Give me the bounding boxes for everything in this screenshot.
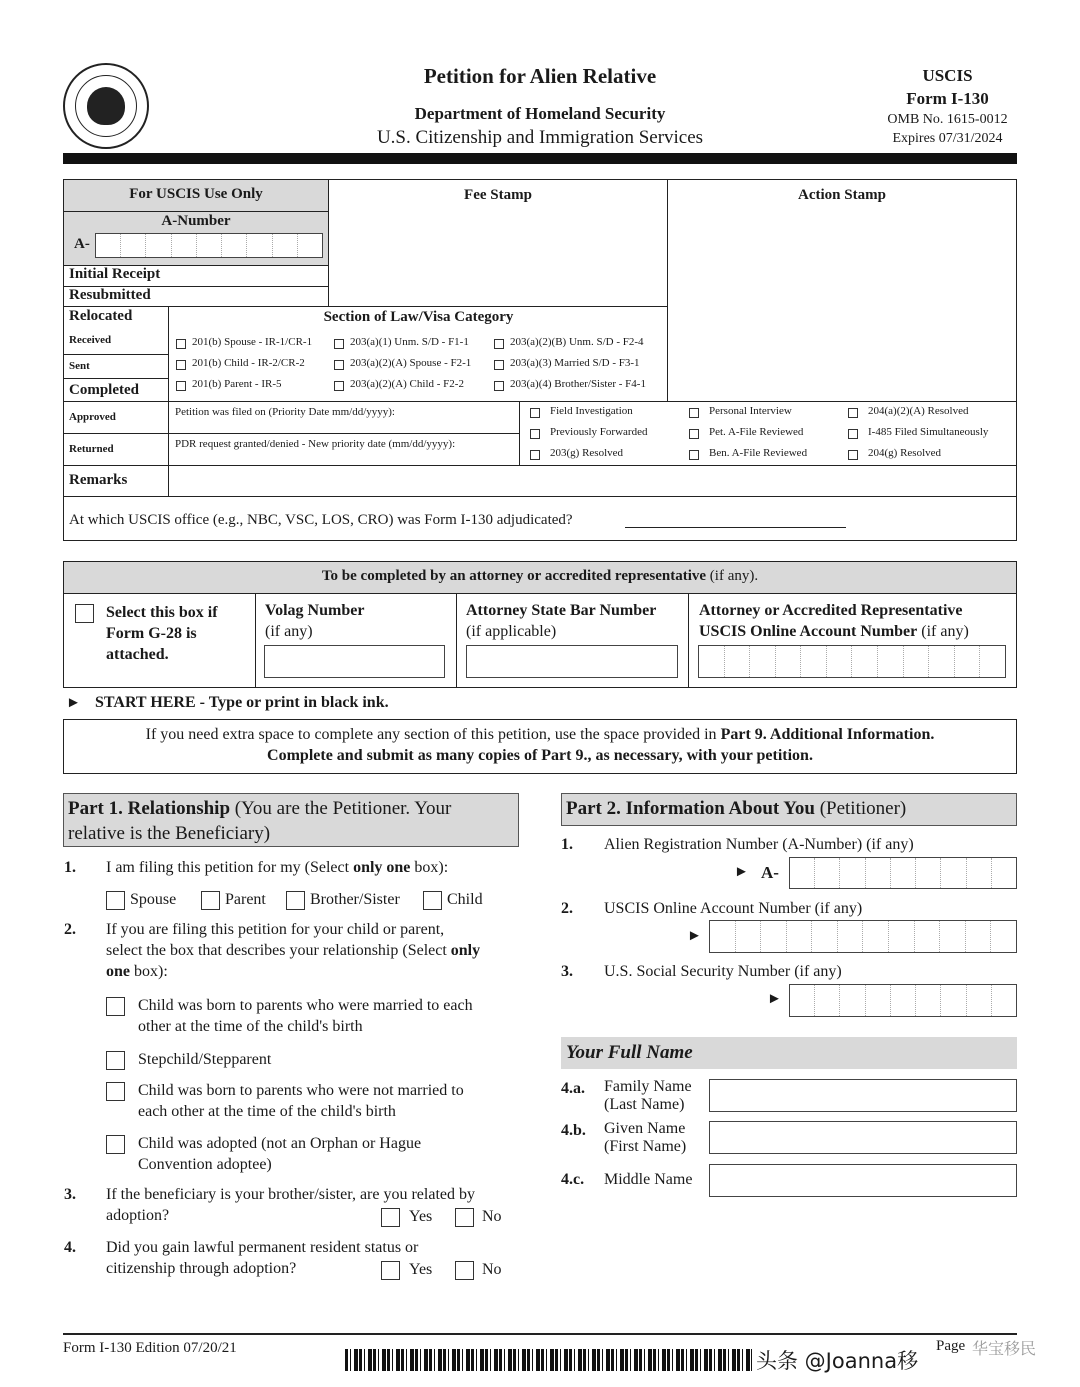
review-item: I-485 Filed Simultaneously bbox=[868, 426, 989, 438]
review-checkbox[interactable] bbox=[848, 429, 858, 439]
remarks-label: Remarks bbox=[69, 472, 128, 488]
agency-name: U.S. Citizenship and Immigration Services bbox=[376, 127, 704, 148]
review-checkbox[interactable] bbox=[530, 450, 540, 460]
q4-yes-checkbox[interactable] bbox=[381, 1261, 400, 1280]
sent-label: Sent bbox=[69, 360, 90, 372]
visa-category: 203(a)(2)(B) Unm. S/D - F2-4 bbox=[510, 336, 644, 348]
a-number-input[interactable] bbox=[789, 857, 1017, 889]
review-checkbox[interactable] bbox=[530, 408, 540, 418]
part1-q2-line3: one box): bbox=[106, 963, 168, 980]
relocated-label: Relocated bbox=[69, 308, 133, 324]
pdr-request-label: PDR request granted/denied - New priority date (mm/dd/yyyy): bbox=[175, 438, 456, 450]
visa-category: 201(b) Parent - IR-5 bbox=[192, 378, 282, 390]
visa-category: 203(a)(2)(A) Spouse - F2-1 bbox=[350, 357, 472, 369]
child-checkbox[interactable] bbox=[423, 891, 442, 910]
part2-title: Part 2. Information About You (Petitioner) bbox=[566, 798, 907, 819]
fee-stamp-label: Fee Stamp bbox=[464, 187, 532, 203]
visa-category: 203(a)(1) Unm. S/D - F1-1 bbox=[350, 336, 469, 348]
adjudicated-question: At which USCIS office (e.g., NBC, VSC, LOS, CRO) was Form I-130 adjudicated? bbox=[69, 512, 573, 528]
notice-line-2: Complete and submit as many copies of Part 9., as necessary, with your petition. bbox=[267, 747, 813, 764]
volag-label: Volag Number bbox=[265, 602, 365, 619]
review-item: Personal Interview bbox=[709, 405, 792, 417]
g28-label: Select this box if Form G-28 is attached. bbox=[106, 604, 218, 663]
review-item: 204(g) Resolved bbox=[868, 447, 942, 459]
parent-checkbox[interactable] bbox=[201, 891, 220, 910]
action-stamp-label: Action Stamp bbox=[798, 187, 886, 203]
adopted-label: Child was adopted (not an Orphan or Hague Convention adoptee) bbox=[138, 1135, 422, 1173]
notice-line-1: If you need extra space to complete any section of this petition, use the space provided in Part 9. Additional Information. bbox=[145, 726, 935, 743]
department-name: Department of Homeland Security bbox=[414, 104, 666, 123]
review-checkbox[interactable] bbox=[530, 429, 540, 439]
visa-category: 201(b) Child - IR-2/CR-2 bbox=[192, 357, 305, 369]
ssn-input[interactable] bbox=[789, 984, 1017, 1017]
a-number-label: A-Number bbox=[161, 213, 231, 229]
part1-q2-line2: select the box that describes your relationship (Select only bbox=[106, 942, 481, 959]
q3-no-checkbox[interactable] bbox=[455, 1208, 474, 1227]
brother-sister-checkbox[interactable] bbox=[286, 891, 305, 910]
visa-category: 203(a)(3) Married S/D - F3-1 bbox=[510, 357, 640, 369]
q4-no-checkbox[interactable] bbox=[455, 1261, 474, 1280]
visa-category: 201(b) Spouse - IR-1/CR-1 bbox=[192, 336, 313, 348]
account-label-1: Attorney or Accredited Representative bbox=[699, 602, 963, 619]
part1-q4-text: Did you gain lawful permanent resident status or citizenship through adoption? bbox=[106, 1239, 419, 1277]
given-name-input[interactable] bbox=[709, 1121, 1017, 1154]
eagle-icon bbox=[87, 87, 125, 125]
spouse-label: Spouse bbox=[130, 891, 177, 908]
brother-sister-label: Brother/Sister bbox=[310, 891, 400, 908]
returned-label: Returned bbox=[69, 443, 114, 455]
q4-yes-label: Yes bbox=[409, 1261, 433, 1278]
office-a-number-field[interactable] bbox=[95, 233, 323, 258]
header-rule bbox=[63, 153, 1017, 164]
q3-yes-checkbox[interactable] bbox=[381, 1208, 400, 1227]
completed-label: Completed bbox=[69, 382, 139, 398]
part1-q1-text: I am filing this petition for my (Select only one box): bbox=[106, 859, 449, 876]
visa-checkbox[interactable] bbox=[176, 381, 186, 391]
stepchild-label: Stepchild/Stepparent bbox=[138, 1051, 272, 1068]
resubmitted-label: Resubmitted bbox=[69, 287, 151, 303]
q2-number: 2. bbox=[64, 921, 76, 938]
review-item: 203(g) Resolved bbox=[550, 447, 624, 459]
p2-q4a-number: 4.a. bbox=[561, 1080, 585, 1097]
p2-q4b-number: 4.b. bbox=[561, 1122, 586, 1139]
a-prefix: A- bbox=[74, 236, 90, 252]
online-account-input[interactable] bbox=[709, 920, 1017, 953]
q3-number: 3. bbox=[64, 1186, 76, 1203]
review-checkbox[interactable] bbox=[848, 408, 858, 418]
review-checkbox[interactable] bbox=[848, 450, 858, 460]
p2-q3-label: U.S. Social Security Number (if any) bbox=[604, 963, 842, 980]
review-item: Previously Forwarded bbox=[550, 426, 648, 438]
born-married-label: Child was born to parents who were married to each other at the time of the child's birth bbox=[138, 997, 473, 1035]
visa-category: 203(a)(2)(A) Child - F2-2 bbox=[350, 378, 464, 390]
family-name-input[interactable] bbox=[709, 1079, 1017, 1112]
volag-input[interactable] bbox=[264, 645, 445, 678]
expiration-date: Expires 07/31/2024 bbox=[892, 131, 1003, 146]
p2-q1-label: Alien Registration Number (A-Number) (if any) bbox=[604, 836, 914, 853]
section-law-label: Section of Law/Visa Category bbox=[323, 309, 514, 325]
initial-receipt-label: Initial Receipt bbox=[69, 266, 161, 282]
middle-name-input[interactable] bbox=[709, 1164, 1017, 1197]
omb-number: OMB No. 1615-0012 bbox=[887, 112, 1008, 127]
p2-q3-number: 3. bbox=[561, 963, 573, 980]
visa-checkbox[interactable] bbox=[334, 360, 344, 370]
agency-short: USCIS bbox=[922, 66, 973, 85]
spouse-checkbox[interactable] bbox=[106, 891, 125, 910]
watermark: 头条 @Joanna移 bbox=[752, 1345, 922, 1375]
review-item: 204(a)(2)(A) Resolved bbox=[868, 405, 969, 417]
a-prefix-label: A- bbox=[761, 863, 779, 882]
p2-q2-label: USCIS Online Account Number (if any) bbox=[604, 900, 863, 917]
visa-category: 203(a)(4) Brother/Sister - F4-1 bbox=[510, 378, 646, 390]
volag-sub: (if any) bbox=[265, 623, 313, 640]
visa-checkbox[interactable] bbox=[494, 339, 504, 349]
review-item: Ben. A-File Reviewed bbox=[709, 447, 808, 459]
p2-q1-number: 1. bbox=[561, 836, 573, 853]
q4-number: 4. bbox=[64, 1239, 76, 1256]
attorney-heading: To be completed by an attorney or accredited representative (if any). bbox=[321, 568, 759, 584]
approved-label: Approved bbox=[69, 411, 116, 423]
dhs-seal bbox=[63, 63, 149, 149]
visa-checkbox[interactable] bbox=[176, 339, 186, 349]
form-edition: Form I-130 Edition 07/20/21 bbox=[63, 1340, 237, 1356]
adjudicated-office-line[interactable] bbox=[625, 527, 846, 528]
received-label: Received bbox=[69, 334, 112, 346]
q3-yes-label: Yes bbox=[409, 1208, 433, 1225]
born-unmarried-label: Child was born to parents who were not married to each other at the time of the child's birth bbox=[138, 1082, 464, 1120]
arrow-icon: ► bbox=[66, 695, 81, 711]
visa-checkbox[interactable] bbox=[176, 360, 186, 370]
adopted-checkbox[interactable] bbox=[106, 1135, 125, 1154]
part1-title: Part 1. Relationship (You are the Petitioner. Your relative is the Beneficiary) bbox=[68, 798, 452, 844]
q4-no-label: No bbox=[482, 1261, 502, 1278]
review-item: Pet. A-File Reviewed bbox=[709, 426, 804, 438]
bar-number-sub: (if applicable) bbox=[466, 623, 557, 640]
full-name-title: Your Full Name bbox=[566, 1042, 693, 1063]
part1-q3-text: If the beneficiary is your brother/sister, are you related by adoption? bbox=[106, 1186, 475, 1224]
middle-name-label: Middle Name bbox=[604, 1171, 693, 1188]
g28-checkbox[interactable] bbox=[75, 604, 94, 623]
child-label: Child bbox=[447, 891, 483, 908]
uscis-use-only: For USCIS Use Only bbox=[129, 186, 263, 202]
arrow-icon: ► bbox=[767, 991, 782, 1007]
review-checkbox[interactable] bbox=[689, 408, 699, 418]
visa-checkbox[interactable] bbox=[334, 339, 344, 349]
site-watermark: 华宝移民 bbox=[972, 1339, 1037, 1358]
born-unmarried-checkbox[interactable] bbox=[106, 1082, 125, 1101]
attorney-account-input[interactable] bbox=[698, 645, 1006, 678]
born-married-checkbox[interactable] bbox=[106, 997, 125, 1016]
family-name-label: Family Name (Last Name) bbox=[604, 1078, 692, 1113]
page-label: Page bbox=[936, 1338, 966, 1354]
priority-date-label: Petition was filed on (Priority Date mm/dd/yyyy): bbox=[175, 406, 395, 418]
q1-number: 1. bbox=[64, 859, 76, 876]
bar-number-label: Attorney State Bar Number bbox=[466, 602, 657, 619]
arrow-icon: ► bbox=[687, 928, 702, 944]
parent-label: Parent bbox=[225, 891, 266, 908]
review-checkbox[interactable] bbox=[689, 429, 699, 439]
footer-rule bbox=[63, 1333, 1017, 1335]
arrow-icon: ► bbox=[734, 864, 749, 880]
account-label-2: USCIS Online Account Number (if any) bbox=[699, 623, 969, 640]
review-checkbox[interactable] bbox=[689, 450, 699, 460]
p2-q2-number: 2. bbox=[561, 900, 573, 917]
form-id: Form I-130 bbox=[906, 89, 989, 108]
visa-checkbox[interactable] bbox=[494, 360, 504, 370]
p2-q4c-number: 4.c. bbox=[561, 1171, 585, 1188]
given-name-label: Given Name (First Name) bbox=[604, 1120, 687, 1155]
bar-number-input[interactable] bbox=[466, 645, 678, 678]
visa-checkbox[interactable] bbox=[334, 381, 344, 391]
barcode bbox=[345, 1349, 785, 1371]
visa-checkbox[interactable] bbox=[494, 381, 504, 391]
review-item: Field Investigation bbox=[550, 405, 633, 417]
form-title: Petition for Alien Relative bbox=[423, 64, 657, 88]
stepchild-checkbox[interactable] bbox=[106, 1051, 125, 1070]
start-here: START HERE - Type or print in black ink. bbox=[95, 694, 389, 711]
part1-q2-line1: If you are filing this petition for your child or parent, bbox=[106, 921, 445, 938]
q3-no-label: No bbox=[482, 1208, 502, 1225]
